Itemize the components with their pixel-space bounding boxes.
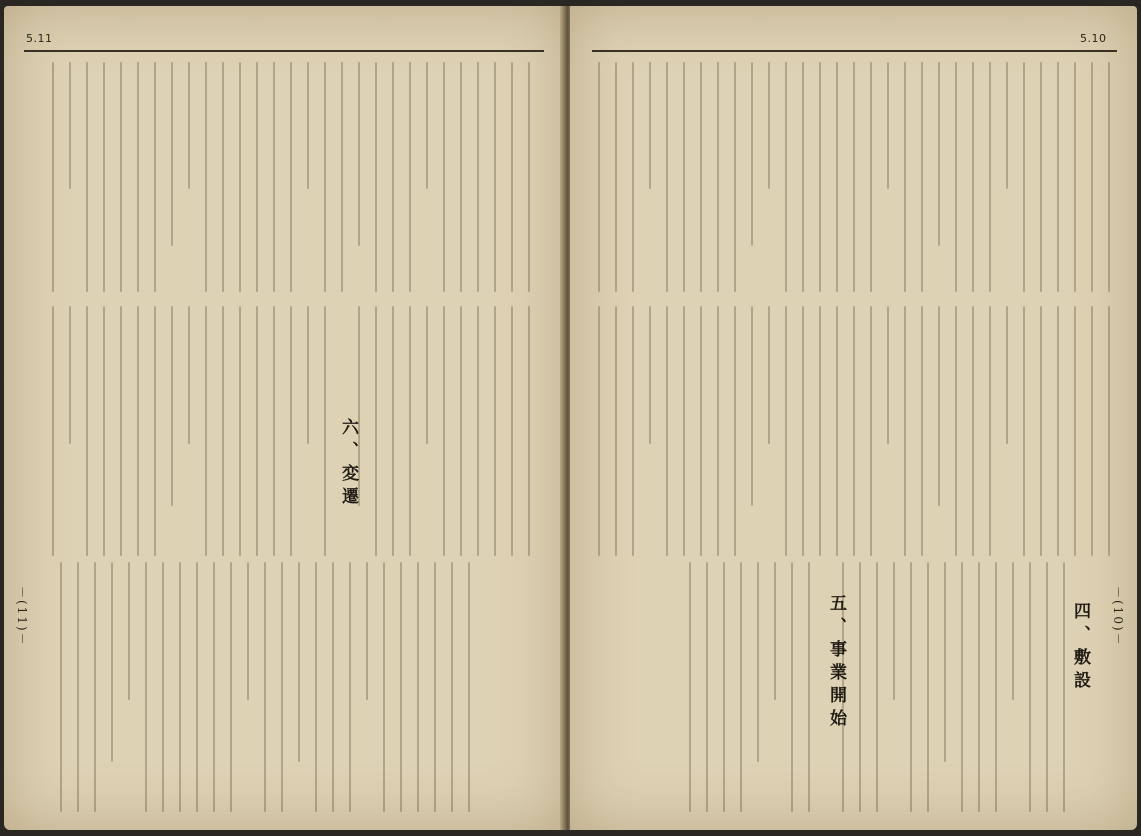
- text-column: [69, 306, 71, 444]
- text-column: [256, 62, 258, 292]
- text-column: [494, 306, 496, 556]
- text-column: [995, 562, 997, 812]
- text-column: [723, 562, 725, 812]
- text-column: [111, 562, 113, 762]
- text-column: [1023, 62, 1025, 292]
- right-top-rule: [592, 50, 1117, 52]
- right-page-number: －(10)－: [1111, 586, 1125, 647]
- left-middle-text-block: [44, 306, 534, 556]
- text-column: [264, 562, 266, 812]
- text-column: [213, 562, 215, 812]
- text-column: [247, 562, 249, 700]
- text-column: [598, 306, 600, 556]
- text-column: [443, 306, 445, 556]
- text-column: [511, 62, 513, 292]
- text-column: [615, 306, 617, 556]
- text-column: [426, 306, 428, 444]
- text-column: [1074, 62, 1076, 292]
- text-column: [734, 306, 736, 556]
- text-column: [734, 62, 736, 292]
- text-column: [751, 62, 753, 246]
- text-column: [1108, 306, 1110, 556]
- text-column: [417, 562, 419, 812]
- text-column: [876, 562, 878, 812]
- text-column: [768, 62, 770, 189]
- text-column: [989, 306, 991, 556]
- text-column: [706, 562, 708, 812]
- text-column: [904, 62, 906, 292]
- text-column: [324, 62, 326, 292]
- section-heading-4: 四、敷設: [1070, 602, 1090, 694]
- text-column: [77, 562, 79, 812]
- right-page-tag: 5.10: [1080, 32, 1107, 45]
- text-column: [307, 306, 309, 444]
- text-column: [802, 306, 804, 556]
- text-column: [383, 562, 385, 812]
- text-column: [460, 306, 462, 556]
- text-column: [700, 62, 702, 292]
- text-column: [1046, 562, 1048, 812]
- text-column: [791, 562, 793, 812]
- text-column: [256, 306, 258, 556]
- right-bottom-text-block: [680, 562, 1120, 812]
- text-column: [188, 62, 190, 189]
- text-column: [52, 306, 54, 556]
- text-column: [120, 306, 122, 556]
- right-page: [570, 6, 1137, 830]
- text-column: [683, 62, 685, 292]
- text-column: [785, 306, 787, 556]
- text-column: [904, 306, 906, 556]
- text-column: [103, 306, 105, 556]
- text-column: [1108, 62, 1110, 292]
- left-top-rule: [24, 50, 544, 52]
- text-column: [887, 62, 889, 189]
- text-column: [1091, 306, 1093, 556]
- text-column: [1023, 306, 1025, 556]
- text-column: [528, 62, 530, 292]
- text-column: [972, 306, 974, 556]
- text-column: [94, 562, 96, 812]
- text-column: [400, 562, 402, 812]
- text-column: [145, 562, 147, 812]
- text-column: [870, 306, 872, 556]
- text-column: [205, 306, 207, 556]
- text-column: [887, 306, 889, 444]
- text-column: [757, 562, 759, 762]
- text-column: [978, 562, 980, 812]
- left-top-text-block: [44, 62, 534, 292]
- text-column: [103, 62, 105, 292]
- text-column: [853, 62, 855, 292]
- text-column: [137, 62, 139, 292]
- text-column: [324, 306, 326, 556]
- text-column: [700, 306, 702, 556]
- text-column: [171, 306, 173, 506]
- text-column: [927, 562, 929, 812]
- text-column: [859, 562, 861, 812]
- section-heading-6: 六、変遷: [338, 418, 358, 510]
- text-column: [171, 62, 173, 246]
- text-column: [768, 306, 770, 444]
- text-column: [615, 62, 617, 292]
- text-column: [375, 62, 377, 292]
- text-column: [893, 562, 895, 700]
- text-column: [349, 562, 351, 812]
- text-column: [86, 62, 88, 292]
- text-column: [273, 306, 275, 556]
- text-column: [477, 306, 479, 556]
- left-bottom-text-block: [44, 562, 474, 812]
- text-column: [632, 306, 634, 556]
- text-column: [366, 562, 368, 700]
- text-column: [1063, 562, 1065, 812]
- text-column: [188, 306, 190, 444]
- text-column: [409, 62, 411, 292]
- text-column: [961, 562, 963, 812]
- text-column: [222, 306, 224, 556]
- text-column: [785, 62, 787, 292]
- text-column: [1006, 306, 1008, 444]
- text-column: [358, 62, 360, 246]
- text-column: [740, 562, 742, 812]
- text-column: [120, 62, 122, 292]
- text-column: [392, 62, 394, 292]
- text-column: [802, 62, 804, 292]
- text-column: [836, 306, 838, 556]
- text-column: [1091, 62, 1093, 292]
- text-column: [205, 62, 207, 292]
- text-column: [273, 62, 275, 292]
- text-column: [392, 306, 394, 556]
- text-column: [751, 306, 753, 506]
- text-column: [649, 306, 651, 444]
- text-column: [230, 562, 232, 812]
- text-column: [1006, 62, 1008, 189]
- text-column: [921, 62, 923, 292]
- text-column: [819, 62, 821, 292]
- text-column: [683, 306, 685, 556]
- right-top-text-block: [594, 62, 1114, 292]
- text-column: [717, 306, 719, 556]
- left-page: [4, 6, 564, 830]
- section-heading-5: 五、事業開始: [826, 594, 846, 732]
- text-column: [86, 306, 88, 556]
- text-column: [598, 62, 600, 292]
- text-column: [955, 62, 957, 292]
- text-column: [128, 562, 130, 700]
- text-column: [1057, 62, 1059, 292]
- text-column: [69, 62, 71, 189]
- text-column: [281, 562, 283, 812]
- text-column: [649, 62, 651, 189]
- text-column: [332, 562, 334, 812]
- text-column: [870, 62, 872, 292]
- text-column: [477, 62, 479, 292]
- text-column: [426, 62, 428, 189]
- text-column: [632, 62, 634, 292]
- text-column: [290, 62, 292, 292]
- text-column: [938, 306, 940, 506]
- text-column: [154, 62, 156, 292]
- text-column: [460, 62, 462, 292]
- text-column: [972, 62, 974, 292]
- text-column: [1040, 62, 1042, 292]
- text-column: [819, 306, 821, 556]
- text-column: [375, 306, 377, 556]
- text-column: [222, 62, 224, 292]
- text-column: [511, 306, 513, 556]
- text-column: [921, 306, 923, 556]
- text-column: [298, 562, 300, 762]
- text-column: [239, 62, 241, 292]
- text-column: [290, 306, 292, 556]
- text-column: [853, 306, 855, 556]
- right-middle-text-block: [594, 306, 1114, 556]
- text-column: [910, 562, 912, 812]
- text-column: [774, 562, 776, 700]
- text-column: [666, 62, 668, 292]
- book-spread: [4, 6, 1137, 830]
- text-column: [989, 62, 991, 292]
- left-page-number: －(11)－: [15, 586, 29, 647]
- text-column: [60, 562, 62, 812]
- text-column: [52, 62, 54, 292]
- text-column: [494, 62, 496, 292]
- text-column: [468, 562, 470, 812]
- text-column: [307, 62, 309, 189]
- text-column: [409, 306, 411, 556]
- text-column: [162, 562, 164, 812]
- text-column: [434, 562, 436, 812]
- text-column: [528, 306, 530, 556]
- text-column: [717, 62, 719, 292]
- text-column: [1074, 306, 1076, 556]
- text-column: [137, 306, 139, 556]
- text-column: [239, 306, 241, 556]
- text-column: [1029, 562, 1031, 812]
- text-column: [315, 562, 317, 812]
- text-column: [154, 306, 156, 556]
- text-column: [1040, 306, 1042, 556]
- text-column: [666, 306, 668, 556]
- text-column: [1057, 306, 1059, 556]
- text-column: [341, 62, 343, 292]
- text-column: [944, 562, 946, 762]
- text-column: [179, 562, 181, 812]
- text-column: [451, 562, 453, 812]
- text-column: [443, 62, 445, 292]
- text-column: [808, 562, 810, 812]
- text-column: [1012, 562, 1014, 700]
- text-column: [938, 62, 940, 246]
- text-column: [689, 562, 691, 812]
- left-page-tag: 5.11: [26, 32, 53, 45]
- text-column: [196, 562, 198, 812]
- text-column: [836, 62, 838, 292]
- text-column: [955, 306, 957, 556]
